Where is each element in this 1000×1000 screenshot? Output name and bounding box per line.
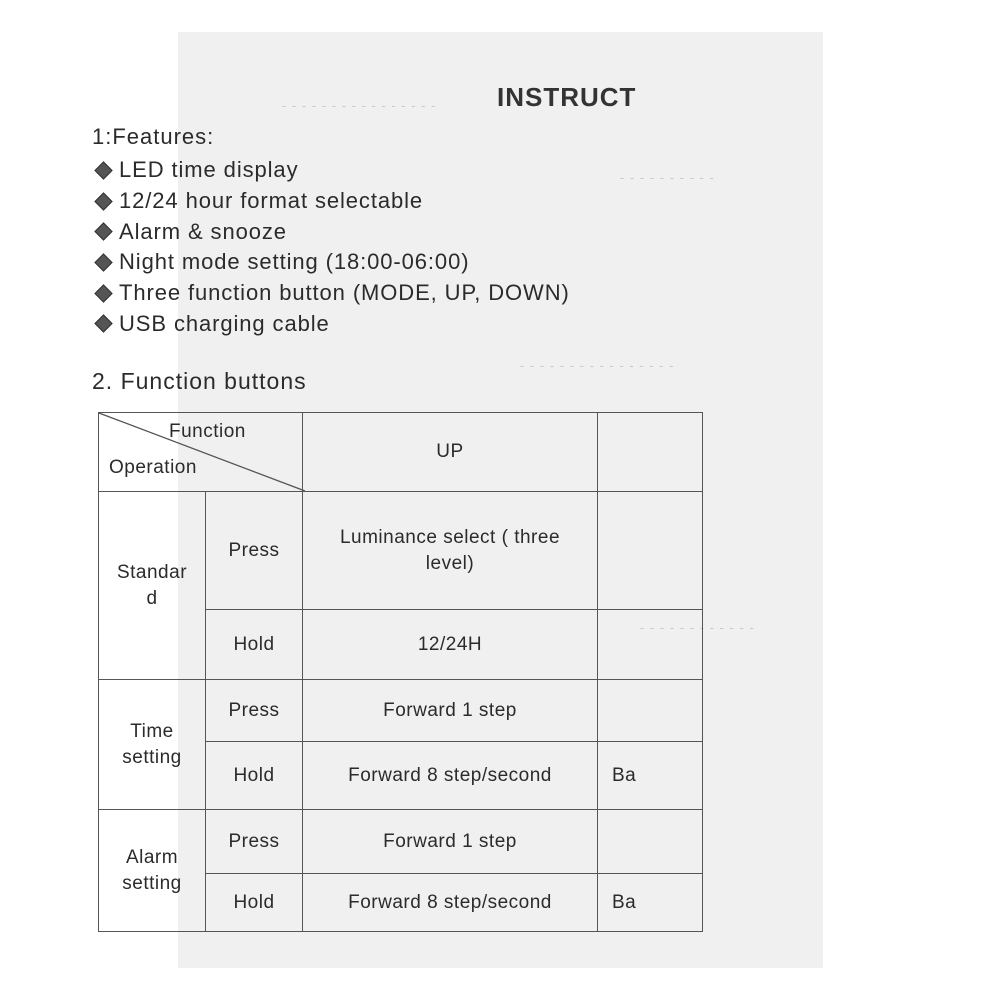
header-function-label: Function xyxy=(169,421,246,442)
standard-press-up: Luminance select ( three level) xyxy=(303,492,598,610)
features-heading: 1:Features: xyxy=(92,124,215,149)
bleed-through-text: - - - - - - - - - - - - - - - - xyxy=(520,358,675,373)
diamond-bullet-icon xyxy=(94,192,112,210)
bleed-through-text: - - - - - - - - - - - - xyxy=(640,620,755,635)
page-title: INSTRUCT xyxy=(497,82,637,112)
feature-item: LED time display xyxy=(92,155,570,186)
bleed-through-text: - - - - - - - - - - - - - - - - xyxy=(282,98,437,113)
feature-item: Three function button (MODE, UP, DOWN) xyxy=(92,278,570,309)
next-column-cell xyxy=(598,810,703,874)
diamond-bullet-icon xyxy=(94,161,112,179)
row-label-time-setting: Time setting xyxy=(99,680,206,810)
features-list xyxy=(92,155,570,339)
alarm-hold-next: Ba xyxy=(598,874,703,932)
diamond-bullet-icon xyxy=(94,223,112,241)
time-press-up: Forward 1 step xyxy=(303,680,598,742)
next-column-cell xyxy=(598,610,703,680)
feature-item: Alarm & snooze xyxy=(92,216,570,247)
action-hold: Hold xyxy=(206,610,303,680)
table-header-diagonal xyxy=(99,413,303,492)
action-hold: Hold xyxy=(206,874,303,932)
header-next-column xyxy=(598,413,703,492)
next-column-cell xyxy=(598,680,703,742)
alarm-hold-up: Forward 8 step/second xyxy=(303,874,598,932)
bleed-through-text: - - - - - - - - - - xyxy=(620,170,715,185)
feature-item: 12/24 hour format selectable xyxy=(92,186,570,217)
row-label-alarm-setting: Alarm setting xyxy=(99,810,206,932)
function-buttons-heading: 2. Function buttons xyxy=(92,368,307,394)
action-hold: Hold xyxy=(206,742,303,810)
time-hold-next: Ba xyxy=(598,742,703,810)
feature-item: USB charging cable xyxy=(92,308,570,339)
feature-item: Night mode setting (18:00-06:00) xyxy=(92,247,570,278)
alarm-press-up: Forward 1 step xyxy=(303,810,598,874)
action-press: Press xyxy=(206,810,303,874)
standard-hold-up: 12/24H xyxy=(303,610,598,680)
diamond-bullet-icon xyxy=(94,253,112,271)
action-press: Press xyxy=(206,680,303,742)
function-table xyxy=(98,412,703,932)
diamond-bullet-icon xyxy=(94,284,112,302)
time-hold-up: Forward 8 step/second xyxy=(303,742,598,810)
row-label-standard: Standar d xyxy=(99,492,206,680)
next-column-cell xyxy=(598,492,703,610)
header-operation-label: Operation xyxy=(109,457,197,478)
action-press: Press xyxy=(206,492,303,610)
diamond-bullet-icon xyxy=(94,315,112,333)
header-up: UP xyxy=(303,413,598,492)
